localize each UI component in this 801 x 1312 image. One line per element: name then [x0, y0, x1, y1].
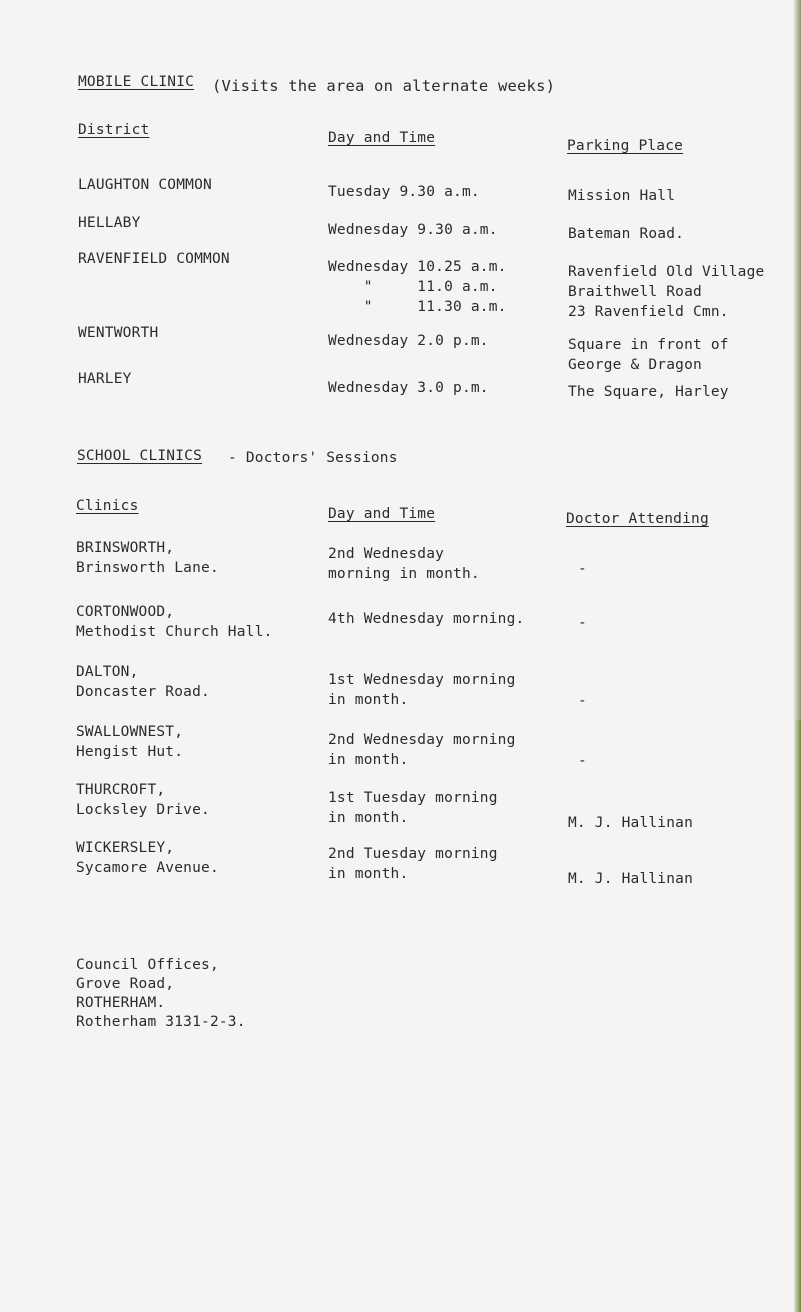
- school-doctor: -: [578, 561, 587, 577]
- school-day-time: 1st Wednesday morning in month.: [328, 672, 516, 708]
- header-doctor-attending: Doctor Attending: [566, 511, 709, 527]
- header-parking-place: Parking Place: [567, 138, 684, 154]
- school-doctor: M. J. Hallinan: [568, 815, 694, 831]
- header-day-time: Day and Time: [328, 130, 436, 146]
- header-school-day-time: Day and Time: [328, 506, 436, 522]
- mobile-day-time: Tuesday 9.30 a.m.: [328, 184, 480, 200]
- address-line: Grove Road,: [76, 976, 175, 992]
- school-doctor: -: [578, 693, 587, 709]
- header-clinics: Clinics: [76, 498, 139, 514]
- school-day-time: 4th Wednesday morning.: [328, 611, 525, 627]
- school-clinics-title: SCHOOL CLINICS: [77, 448, 203, 464]
- school-clinic: CORTONWOOD, Methodist Church Hall.: [76, 604, 273, 640]
- address-line: Rotherham 3131-2-3.: [76, 1014, 246, 1030]
- school-clinic: DALTON, Doncaster Road.: [76, 664, 210, 700]
- mobile-district: RAVENFIELD COMMON: [78, 251, 230, 267]
- mobile-clinic-subtitle: (Visits the area on alternate weeks): [212, 77, 556, 95]
- school-clinic: BRINSWORTH, Brinsworth Lane.: [76, 540, 219, 576]
- school-clinics-subtitle: - Doctors' Sessions: [228, 450, 398, 466]
- school-clinic: THURCROFT, Locksley Drive.: [76, 782, 210, 818]
- school-doctor: -: [578, 753, 587, 769]
- school-day-time: 1st Tuesday morning in month.: [328, 790, 498, 826]
- address-line: Council Offices,: [76, 957, 219, 973]
- mobile-parking: Ravenfield Old Village Braithwell Road 23 Ravenfield Cmn.: [568, 264, 765, 320]
- mobile-district: WENTWORTH: [78, 325, 159, 341]
- school-clinic: SWALLOWNEST, Hengist Hut.: [76, 724, 184, 760]
- mobile-parking: The Square, Harley: [568, 384, 729, 400]
- header-district: District: [78, 122, 150, 138]
- school-day-time: 2nd Tuesday morning in month.: [328, 846, 498, 882]
- mobile-district: HELLABY: [78, 215, 141, 231]
- mobile-district: HARLEY: [78, 371, 132, 387]
- mobile-district: LAUGHTON COMMON: [78, 177, 212, 193]
- address-line: ROTHERHAM.: [76, 995, 166, 1011]
- school-doctor: -: [578, 615, 587, 631]
- mobile-clinic-title: MOBILE CLINIC: [78, 74, 195, 90]
- mobile-parking: Mission Hall: [568, 188, 676, 204]
- mobile-parking: Bateman Road.: [568, 226, 685, 242]
- mobile-day-time: Wednesday 9.30 a.m.: [328, 222, 498, 238]
- school-day-time: 2nd Wednesday morning in month.: [328, 732, 516, 768]
- school-clinic: WICKERSLEY, Sycamore Avenue.: [76, 840, 219, 876]
- mobile-day-time: Wednesday 10.25 a.m. " 11.0 a.m. " 11.30 a.m.: [328, 259, 507, 315]
- mobile-parking: Square in front of George & Dragon: [568, 337, 729, 373]
- page-edge-binding: [795, 720, 801, 1312]
- school-doctor: M. J. Hallinan: [568, 871, 694, 887]
- school-day-time: 2nd Wednesday morning in month.: [328, 546, 480, 582]
- mobile-day-time: Wednesday 2.0 p.m.: [328, 333, 489, 349]
- mobile-day-time: Wednesday 3.0 p.m.: [328, 380, 489, 396]
